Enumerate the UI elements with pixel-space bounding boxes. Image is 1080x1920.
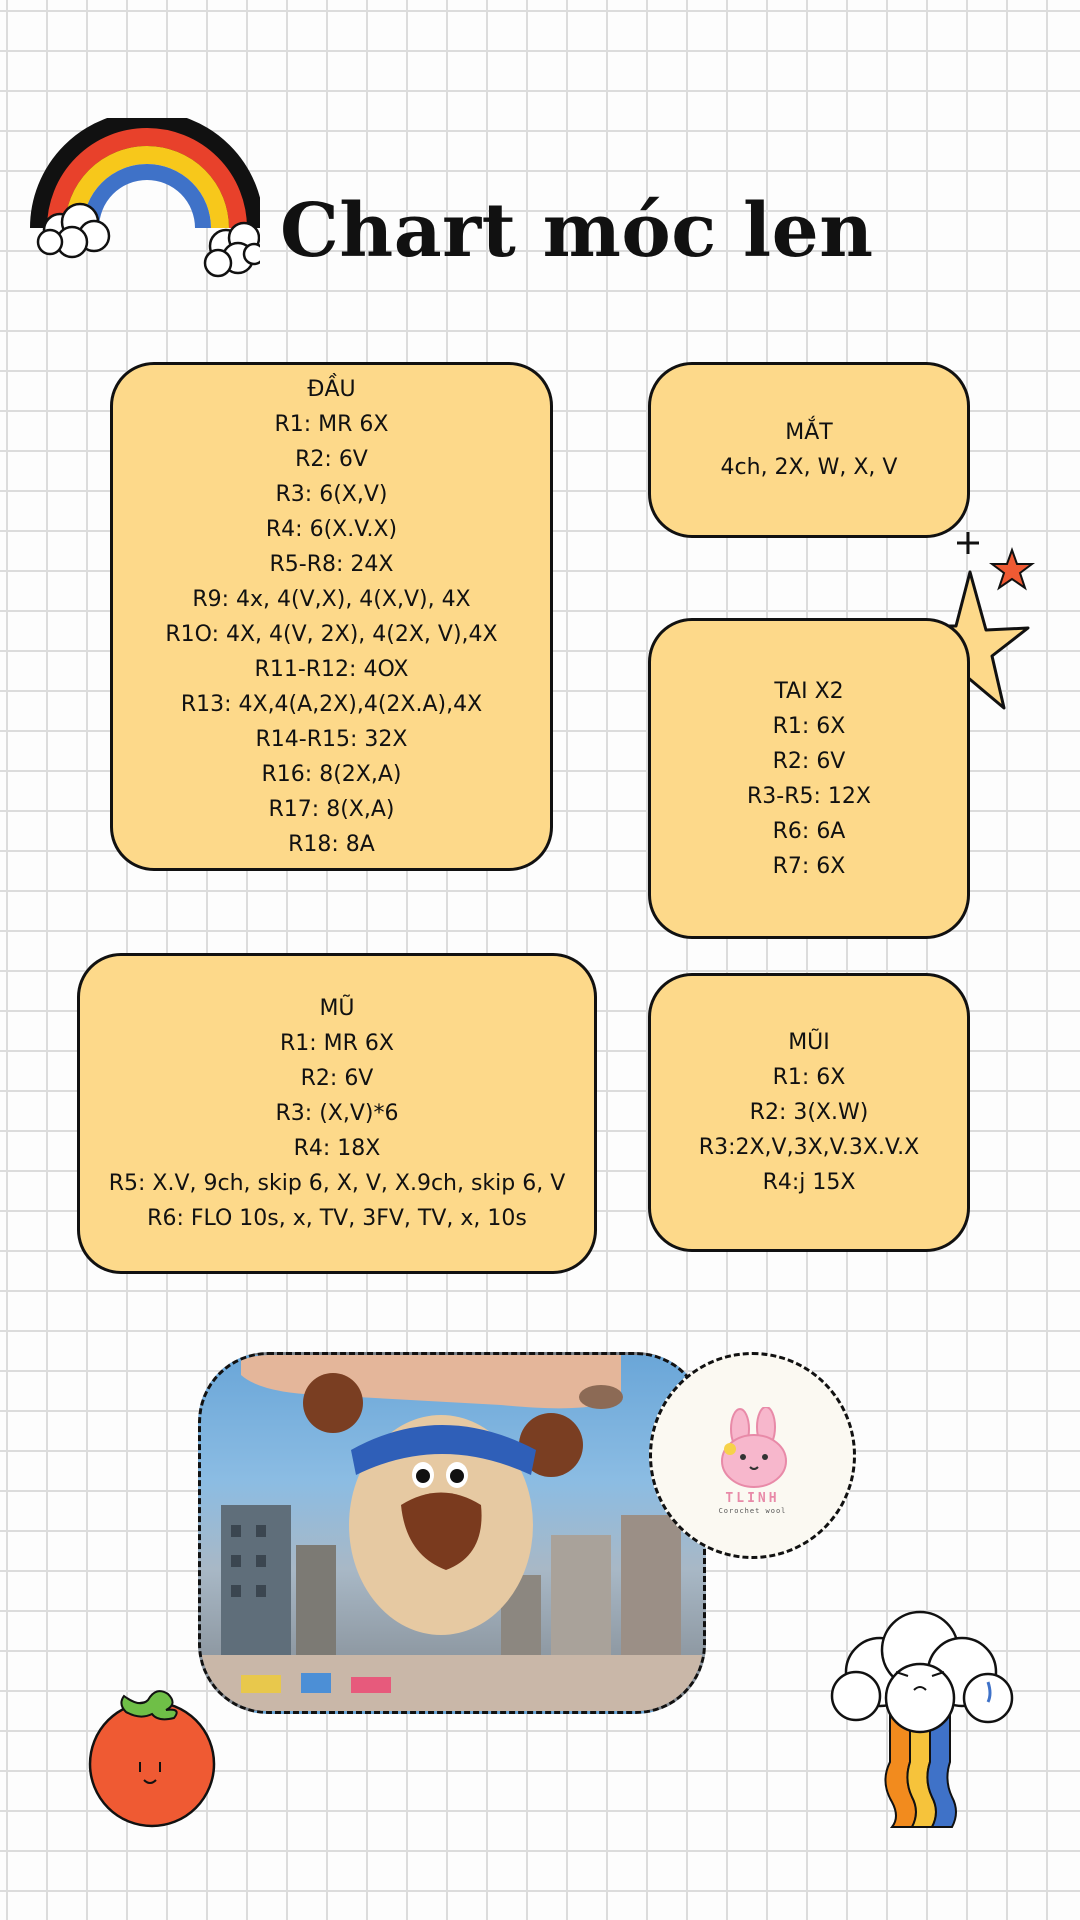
card-heading: MẮT xyxy=(785,420,833,445)
card-head xyxy=(110,362,553,871)
bunny-logo-icon xyxy=(710,1407,800,1491)
card-heading: TAI X2 xyxy=(774,678,844,704)
pattern-line: R1: MR 6X xyxy=(279,1031,395,1056)
pattern-line: 4ch, 2X, W, X, V xyxy=(720,455,898,480)
crochet-bear-image xyxy=(201,1355,703,1711)
cloud-rainbow-icon xyxy=(820,1602,1020,1832)
card-nose xyxy=(648,973,970,1252)
crochet-photo xyxy=(198,1352,706,1714)
logo-name: TLINH xyxy=(725,1491,780,1506)
card-heading: MŨ xyxy=(319,996,355,1021)
pattern-line: R4:j 15X xyxy=(762,1170,856,1195)
pattern-line: R14-R15: 32X xyxy=(255,726,408,752)
card-heading: MŨI xyxy=(788,1030,830,1055)
pattern-line: R1: 6X xyxy=(772,1065,846,1090)
pattern-line: R1O: 4X, 4(V, 2X), 4(2X, V),4X xyxy=(165,621,498,647)
pattern-line: R16: 8(2X,A) xyxy=(261,761,402,787)
pattern-line: R2: 6V xyxy=(772,748,846,774)
tomato-icon xyxy=(82,1678,222,1828)
pattern-line: R13: 4X,4(A,2X),4(2X.A),4X xyxy=(180,691,483,717)
card-hat xyxy=(77,953,597,1274)
card-heading: ĐẦU xyxy=(307,376,356,402)
rainbow-icon xyxy=(30,118,260,278)
page-title: Chart móc len xyxy=(280,188,874,274)
pattern-line: R6: FLO 10s, x, TV, 3FV, TV, x, 10s xyxy=(147,1206,527,1231)
pattern-line: R6: 6A xyxy=(772,818,846,844)
card-ears xyxy=(648,618,970,939)
pattern-line: R2: 3(X.W) xyxy=(749,1100,869,1125)
pattern-line: R17: 8(X,A) xyxy=(268,796,395,822)
pattern-line: R1: 6X xyxy=(772,713,846,739)
pattern-line: R4: 18X xyxy=(293,1136,381,1161)
pattern-line: R9: 4x, 4(V,X), 4(X,V), 4X xyxy=(192,586,471,612)
pattern-line: R3-R5: 12X xyxy=(747,783,871,809)
pattern-line: R18: 8A xyxy=(288,831,375,857)
pattern-line: R2: 6V xyxy=(295,446,368,472)
logo-subtitle: Corochet wool xyxy=(718,1507,787,1515)
pattern-line: R4: 6(X.V.X) xyxy=(265,516,398,542)
card-eyes xyxy=(648,362,970,538)
pattern-line: R2: 6V xyxy=(300,1066,374,1091)
pattern-line: R5: X.V, 9ch, skip 6, X, V, X.9ch, skip 6, V xyxy=(108,1171,566,1196)
pattern-line: R7: 6X xyxy=(772,853,846,879)
pattern-line: R5-R8: 24X xyxy=(269,551,394,577)
pattern-line: R3: 6(X,V) xyxy=(275,481,388,507)
pattern-line: R3:2X,V,3X,V.3X.V.X xyxy=(698,1135,920,1160)
brand-logo xyxy=(649,1352,856,1559)
pattern-line: R11-R12: 4OX xyxy=(254,656,409,682)
pattern-line: R1: MR 6X xyxy=(274,411,389,437)
pattern-line: R3: (X,V)*6 xyxy=(275,1101,399,1126)
